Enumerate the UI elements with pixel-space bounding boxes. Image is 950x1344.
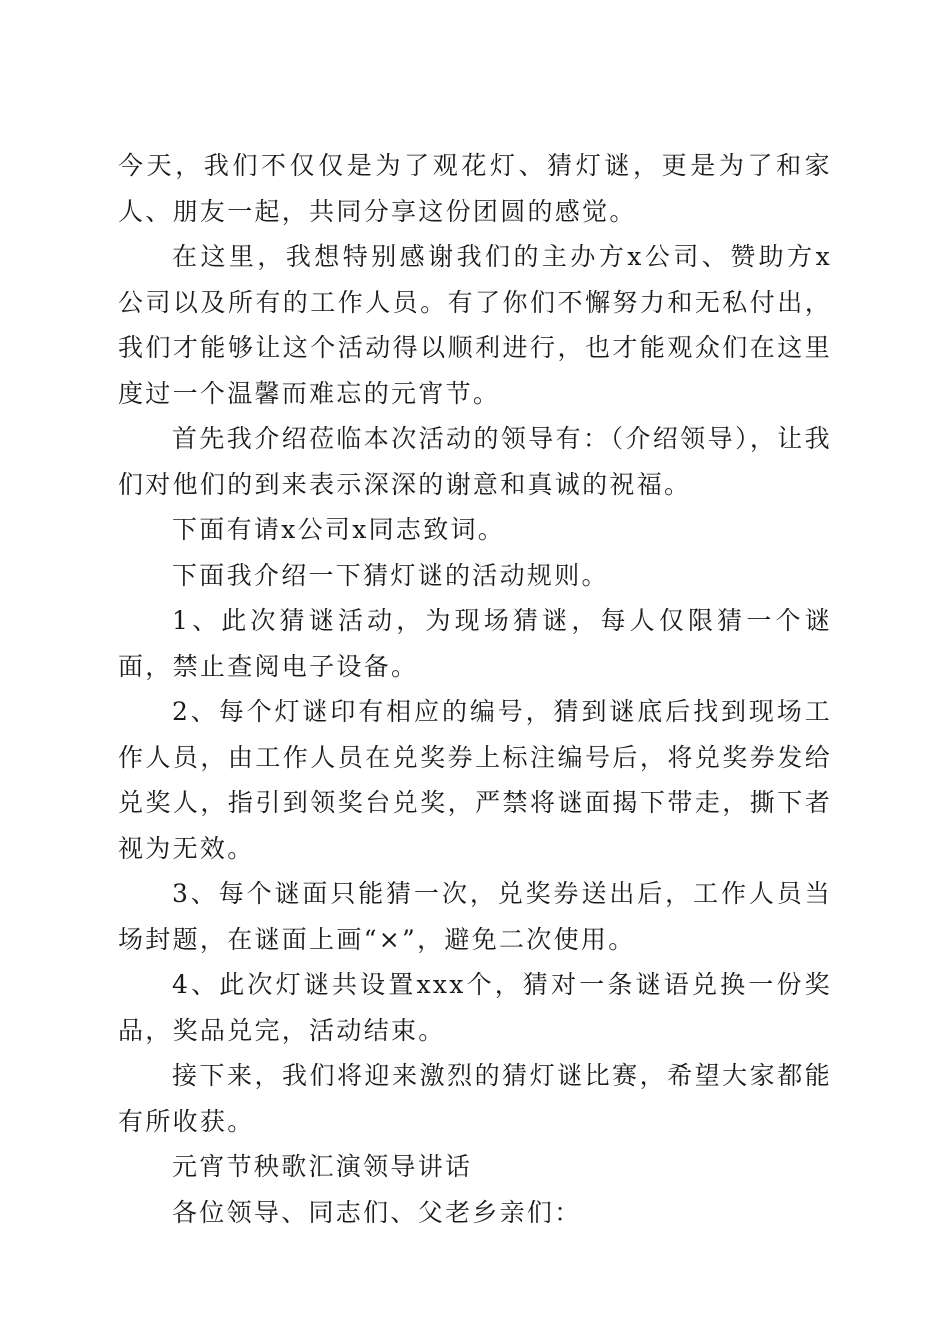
paragraph-speech-invite: 下面有请x公司x同志致词。 [172, 515, 506, 544]
paragraph-rules-intro: 下面我介绍一下猜灯谜的活动规则。 [172, 560, 609, 590]
paragraph-thanks: 在这里，我想特别感谢我们的主办方x公司、赞助方x公司以及所有的工作人员。有了你们不懈努力和无私付出，我们才能够让这个活动得以顺利进行，也才能观众们在这里度过一个温馨而难忘的元宵节。 [118, 242, 832, 408]
paragraph-closing: 接下来，我们将迎来激烈的猜灯谜比赛，希望大家都能有所收获。 [118, 1061, 832, 1136]
paragraph-rule-1: 1、此次猜谜活动，为现场猜谜，每人仅限猜一个谜面，禁止查阅电子设备。 [118, 606, 832, 681]
document-body [118, 143, 832, 1235]
paragraph-salutation: 各位领导、同志们、父老乡亲们： [172, 1197, 582, 1227]
paragraph-leaders-intro: 首先我介绍莅临本次活动的领导有：（介绍领导），让我们对他们的到来表示深深的谢意和真诚的祝福。 [118, 424, 832, 499]
paragraph-rule-2: 2、每个灯谜印有相应的编号，猜到谜底后找到现场工作人员，由工作人员在兑奖券上标注编号后，将兑奖券发给兑奖人，指引到领奖台兑奖，严禁将谜面揭下带走，撕下者视为无效。 [118, 697, 832, 863]
section-heading: 元宵节秧歌汇演领导讲话 [172, 1152, 473, 1181]
paragraph-rule-3: 3、每个谜面只能猜一次，兑奖券送出后，工作人员当场封题，在谜面上画“×”，避免二次使用。 [118, 879, 832, 954]
paragraph-opening: 今天，我们不仅仅是为了观花灯、猜灯谜，更是为了和家人、朋友一起，共同分享这份团圆的感觉。 [118, 151, 832, 226]
paragraph-rule-4: 4、此次灯谜共设置xxx个，猜对一条谜语兑换一份奖品，奖品兑完，活动结束。 [118, 970, 832, 1045]
